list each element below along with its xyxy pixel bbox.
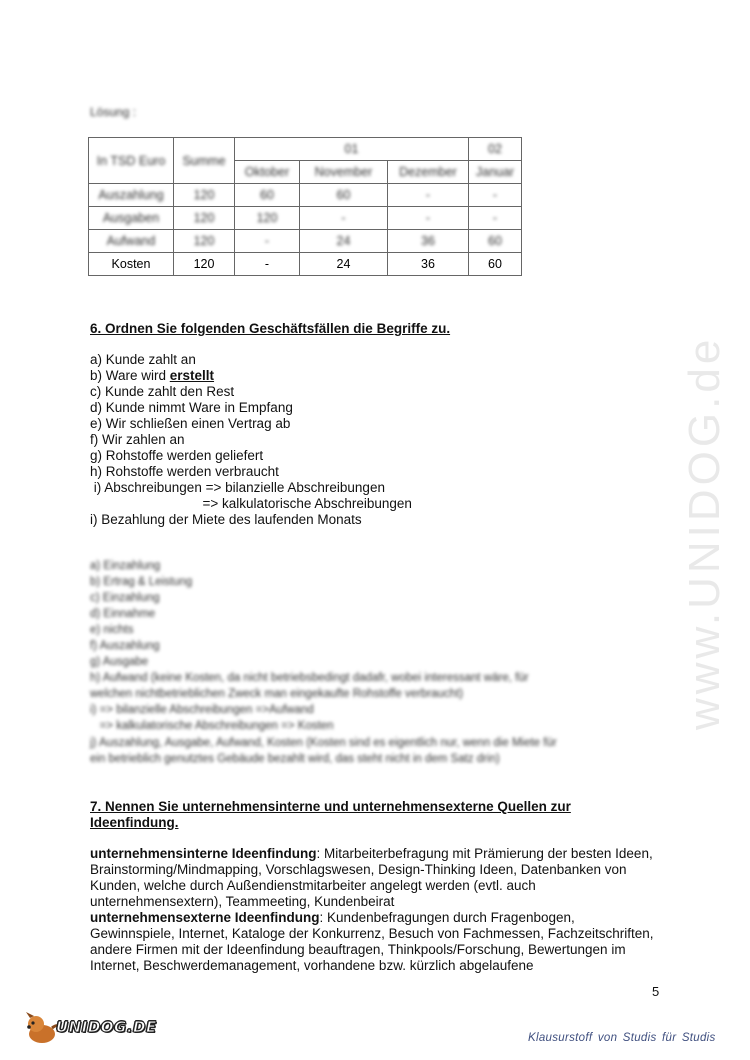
list-item: d) Kunde nimmt Ware in Empfang <box>90 400 293 415</box>
list-item-text: b) Ware wird <box>90 368 170 383</box>
answer-line: b) Ertrag & Leistung <box>90 576 193 588</box>
list-item: i) Abschreibungen => bilanzielle Abschreibungen <box>90 480 385 495</box>
table-cell: - <box>388 207 469 230</box>
answer-line: i) => bilanzielle Abschreibungen =>Aufwand <box>90 704 314 716</box>
table-row <box>89 184 522 207</box>
answer-line: f) Auszahlung <box>90 640 160 652</box>
table-cell: - <box>388 184 469 207</box>
table-header-cell: 01 <box>235 138 469 161</box>
list-item: e) Wir schließen einen Vertrag ab <box>90 416 291 431</box>
table-header-cell: November <box>300 161 388 184</box>
table-cell: 120 <box>235 207 300 230</box>
answer-line: g) Ausgabe <box>90 656 149 668</box>
table-header-cell: Summe <box>174 138 235 184</box>
table-row <box>89 207 522 230</box>
list-item: a) Kunde zahlt an <box>90 352 196 367</box>
answer-line: d) Einnahme <box>90 608 156 620</box>
question-7-heading: 7. Nennen Sie unternehmensinterne und unternehmensexterne Quellen zur Ideenfindung. <box>90 799 571 830</box>
cost-table <box>88 137 522 276</box>
footer-tagline: Klausurstoff von Studis für Studis <box>528 1032 716 1044</box>
watermark: www.UNIDOG.de <box>680 335 729 730</box>
table-cell: - <box>235 230 300 253</box>
answer-line: c) Einzahlung <box>90 592 160 604</box>
table-cell: 120 <box>174 253 235 276</box>
answer-line: h) Aufwand (keine Kosten, da nicht betriebsbedingt dadafr, wobei interessant wäre, für <box>90 672 529 684</box>
table-cell: - <box>469 184 522 207</box>
answer-line: a) Einzahlung <box>90 560 161 572</box>
table-cell: - <box>469 207 522 230</box>
answer-line: j) Auszahlung, Ausgabe, Aufwand, Kosten (Kosten sind es eigentlich nur, wenn die Miete für <box>90 737 557 749</box>
internal-label: unternehmensinterne Ideenfindung <box>90 846 317 861</box>
table-cell: 24 <box>300 230 388 253</box>
table-cell: Auszahlung <box>89 184 174 207</box>
table-cell: 120 <box>174 207 235 230</box>
list-item: c) Kunde zahlt den Rest <box>90 384 235 399</box>
internal-text: : Mitarbeiterbefragung mit Prämierung der besten Ideen, Brainstorming/Mindmapping, Vorschlagswesen, Design-Thinking Ideen, Datenbanken von Kunden, welche durch Außendienstmitarbeiter angelegt werden (evtl. auch unternehmensextern), Teammeeting, Kundenbeirat <box>90 846 653 909</box>
logo-text: UNIDOG.DE <box>56 1018 157 1036</box>
table-cell: - <box>300 207 388 230</box>
answer-line: => kalkulatorische Abschreibungen => Kosten <box>90 720 334 732</box>
list-item: g) Rohstoffe werden geliefert <box>90 448 264 463</box>
table-header-cell: 02 <box>469 138 522 161</box>
question-7-answer <box>90 846 660 974</box>
table-row <box>89 253 522 276</box>
question-6-heading: 6. Ordnen Sie folgenden Geschäftsfällen die Begriffe zu. <box>90 321 451 336</box>
table-cell: 60 <box>469 230 522 253</box>
table-header-cell: Oktober <box>235 161 300 184</box>
list-item: => kalkulatorische Abschreibungen <box>90 496 412 511</box>
answer-line: ein betrieblich genutztes Gebäude bezahlt wird, das steht nicht in dem Satz drin) <box>90 753 500 765</box>
external-label: unternehmensexterne Ideenfindung <box>90 910 320 925</box>
answer-line: e) nichts <box>90 624 134 636</box>
answer-line: welchen nichtbetrieblichen Zweck man eingekaufte Rohstoffe verbraucht) <box>90 688 464 700</box>
list-item: i) Bezahlung der Miete des laufenden Monats <box>90 512 362 527</box>
table-cell: 120 <box>174 230 235 253</box>
table-cell: Ausgaben <box>89 207 174 230</box>
table-cell: Aufwand <box>89 230 174 253</box>
table-cell: 60 <box>300 184 388 207</box>
table-header-cell: In TSD Euro <box>89 138 174 184</box>
list-item: f) Wir zahlen an <box>90 432 185 447</box>
table-row <box>89 230 522 253</box>
table-cell: 24 <box>300 253 388 276</box>
page-number: 5 <box>652 984 660 999</box>
table-header-row <box>89 138 522 161</box>
table-cell: 60 <box>469 253 522 276</box>
list-item: h) Rohstoffe werden verbraucht <box>90 464 279 479</box>
table-header-cell: Januar <box>469 161 522 184</box>
table-cell: 36 <box>388 253 469 276</box>
table-header-cell: Dezember <box>388 161 469 184</box>
list-item <box>90 368 214 384</box>
table-cell: Kosten <box>89 253 174 276</box>
emphasis-text: erstellt <box>169 368 215 383</box>
solution-label: Lösung : <box>90 105 137 119</box>
table-cell: 60 <box>235 184 300 207</box>
unidog-logo <box>22 1010 182 1046</box>
external-text: : Kundenbefragungen durch Fragenbogen, Gewinnspiele, Internet, Kataloge der Konkurrenz, Besuch von Fachmessen, Fachzeitschriften, andere Firmen mit der Ideenfindung beauftragen, Thinkpools/Forschung, Bewertungen im Internet, Beschwerdemanagement, vorhandene bzw. kürzlich abgelaufene <box>90 910 654 973</box>
table-cell: - <box>235 253 300 276</box>
table-cell: 120 <box>174 184 235 207</box>
table-cell: 36 <box>388 230 469 253</box>
